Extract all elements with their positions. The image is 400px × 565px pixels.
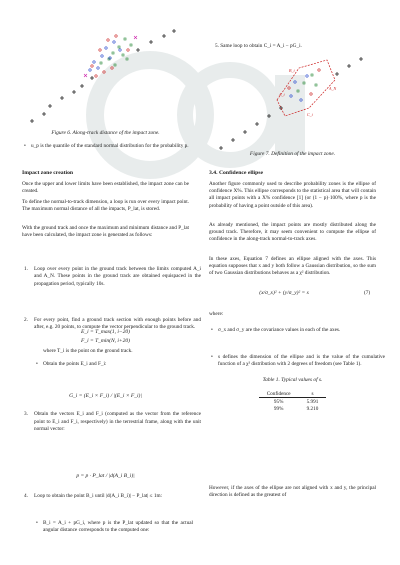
limit-markers <box>84 36 137 77</box>
paragraph-3: With the ground track and once the maximum and minimum distance and P_lat have been calculated, the impact zone is generated as follows: <box>22 225 189 239</box>
label-an: A_N <box>329 86 337 91</box>
step-3: 3. Obtain the vectors E_i and F_i (computed as the vector from the reference point to E_i and F_i, respectively) in the terrestrial frame, along with the unit normal vector: <box>24 411 201 432</box>
impact-points-blue <box>290 75 308 101</box>
bullet-s: • s defines the dimension of the ellipse and is the value of the cumulative function of a χ² distribution with 2 degrees of freedom (see Table 1). <box>209 354 385 368</box>
equation-where: where T_i is the point on the ground track. <box>43 348 133 354</box>
paragraph-2: To define the normal-to-track dimension, a loop is run over every impact point. The maximum normal distance of all the impacts, P_lat, is stored. <box>22 199 189 213</box>
figure-6-plot <box>24 28 186 126</box>
equation-e: E_i = T_max(1, i−20) <box>81 329 130 335</box>
section-title-impact-zone: Impact zone creation <box>22 170 74 176</box>
table-cell: 95% <box>273 398 284 405</box>
table-1-caption: Table 1. Typical values of s. <box>262 377 323 383</box>
label-bi: B_i <box>289 68 295 73</box>
step-4-text: Loop to obtain the point B_i until |d(A_i B_i)| − P_lat| ≤ 1m: <box>34 493 162 500</box>
table-cell: 9.210 <box>306 405 319 412</box>
ground-track-crosses <box>30 29 176 123</box>
paragraph-1: Another figure commonly used to describe probability zones is the ellipse of confidence X%. This ellipse corresponds to the statistical area that will contain all impact points with a X% confidence [1] (or (1 − p)·100%, where p is the probability of having a point outside of this area). <box>209 181 376 209</box>
table-header-s: s <box>311 390 314 397</box>
step-2: 2. For every point, find a ground track section with enough points before and after, e.g. 20 points, to compute the vector perpendicular to the ground track. <box>24 316 201 331</box>
bullet-quantile: • u_p is the quantile of the standard normal distribution for the probability p. <box>22 143 198 150</box>
impact-points-blue <box>89 41 121 71</box>
label-ai: A_i <box>279 92 285 97</box>
paragraph-1: Once the upper and lower limits have been established, the impact zone can be created. <box>22 181 189 195</box>
where-label: where: <box>209 311 224 317</box>
table-header-confidence: Confidence <box>266 390 291 397</box>
step-5: 5. Same loop to obtain C_i = A_i − pG_i. <box>215 43 302 49</box>
equation-p: p = p · P_lat / |d(A_i B_i)| <box>76 473 135 479</box>
equation-7-number: (7) <box>364 290 371 296</box>
equation-g: G_i = (E_i × F_i) / |(E_i × F_i)| <box>69 393 142 399</box>
equation-7: (x/σ_x)² + (y/σ_y)² = s <box>259 290 309 296</box>
figure-6-caption: Figure 6. Along-track distance of the impact zone. <box>51 130 160 136</box>
step-1: 1. Loop over every point in the ground track between the limits computed A_i and A_N. These points in the ground track are obtained equispaced in the propagation period, typically 10s. <box>24 266 201 287</box>
step-4: 4. Loop to obtain the point B_i until |d(A_i B_i)| − P_lat| ≤ 1m: <box>24 493 162 500</box>
step-3-text: Obtain the vectors E_i and F_i (computed as the vector from the reference point to E_i and F_i, respectively) in the terrestrial frame, along with the unit normal vector: <box>34 411 201 432</box>
bullet-sigma: • σ_x and σ_y are the covariance values in each of the axes. <box>209 327 385 334</box>
equation-f: F_i = T_min(N, i+20) <box>81 338 130 344</box>
figure-7-plot <box>211 56 373 152</box>
table-cell: 99% <box>273 405 284 412</box>
table-1 <box>209 390 376 412</box>
impact-zone-polygon <box>277 60 335 116</box>
label-ci: C_i <box>307 112 313 117</box>
table-cell: 5.991 <box>306 398 319 405</box>
step-4-sub: • B_i = A_i + pG_i, where p is the P_lat updated so that the actual angular distance corresponds to the computed one: <box>34 520 193 534</box>
paragraph-4: However, if the axes of the ellipse are not aligned with x and y, the principal direction is defined as the greatest of <box>209 485 376 499</box>
step-2-sub: • Obtain the points E_i and F_i: <box>34 361 193 368</box>
impact-points-green <box>100 38 132 66</box>
right-column <box>209 0 385 499</box>
figure-7-caption: Figure 7. Definition of the impact zone. <box>249 151 336 157</box>
paragraph-2: As already mentioned, the impact points are mostly distributed along the ground track. Therefore, it may seem convenient to compute the ellipse of confidence in the along-track normal-to-track axes. <box>209 222 376 243</box>
step-2-text: For every point, find a ground track section with enough points before and after, e.g. 20 points, to compute the vector perpendicular to the ground track. <box>34 316 201 331</box>
paragraph-3: In these axes, Equation 7 defines an ellipse aligned with the axes. This equation supposes that x and y both follow a Gaussian distribution, so the sum of two Gaussian distributions behaves as a χ² distribution. <box>209 256 376 277</box>
impact-points-green <box>297 74 317 92</box>
section-title-confidence-ellipse: 3.4. Confidence ellipse <box>209 170 264 176</box>
step-1-text: Loop over every point in the ground track between the limits computed A_i and A_N. These points in the ground track are obtained equispaced in the propagation period, typically 10s. <box>34 266 201 287</box>
left-column <box>22 0 201 534</box>
